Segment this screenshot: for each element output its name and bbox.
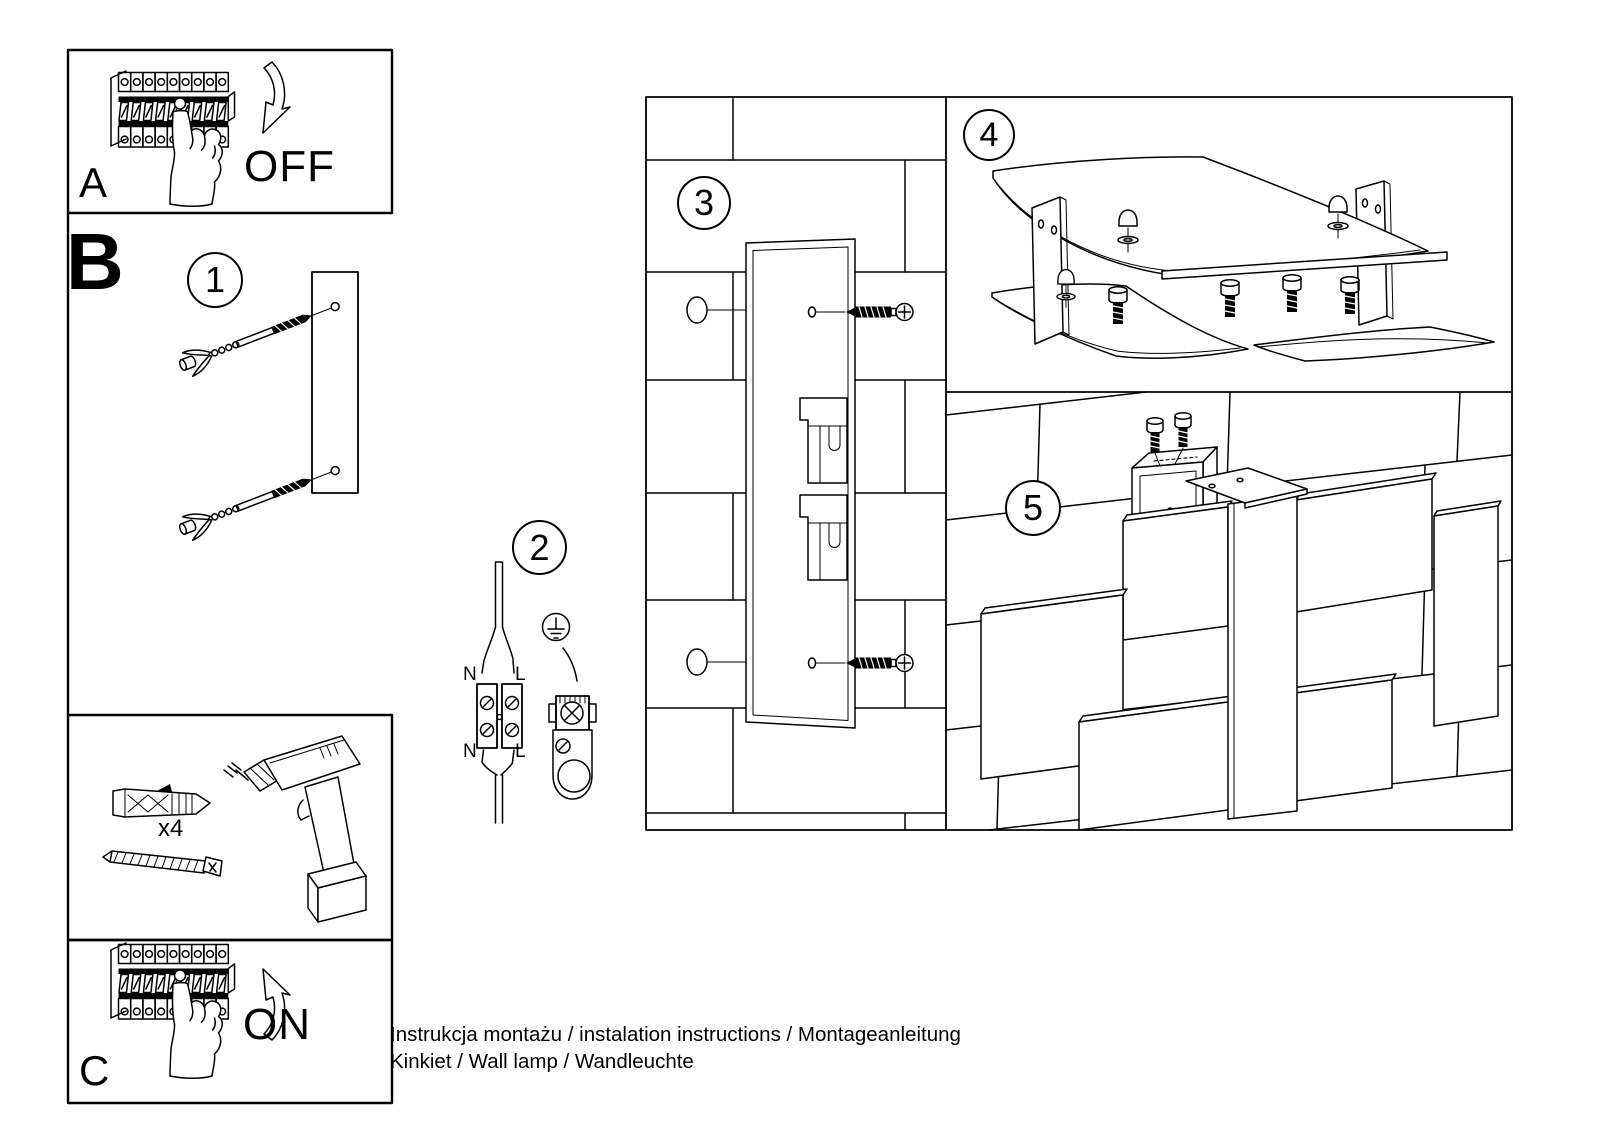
wiring-diagram xyxy=(477,562,596,823)
glass-panel-far-right xyxy=(1434,506,1498,726)
step-3-number: 3 xyxy=(693,182,715,223)
wall-anchor-icon xyxy=(176,294,344,379)
power-cable-icon xyxy=(482,562,514,673)
wall-anchor-icon xyxy=(176,458,344,543)
right-panel xyxy=(646,97,1512,830)
terminal-block-icon xyxy=(477,684,522,748)
glass-panel-upper-left xyxy=(1123,507,1228,640)
footer-line-2: Kinkiet / Wall lamp / Wandleuchte xyxy=(390,1049,694,1073)
glass-panel-upper-right xyxy=(1296,479,1432,612)
step-4-number: 4 xyxy=(979,115,999,154)
wire-label-n-bottom: N xyxy=(463,741,477,762)
panel-a xyxy=(68,50,392,213)
panel-b-label: B xyxy=(66,217,124,306)
center-strip xyxy=(1228,495,1297,819)
step-5-badge xyxy=(1005,480,1061,536)
lamp-exploded-view xyxy=(992,157,1494,361)
off-label: OFF xyxy=(244,142,335,191)
wire-label-l-top: L xyxy=(515,664,526,685)
step-2-badge xyxy=(512,520,567,575)
step-1-number: 1 xyxy=(204,259,226,300)
mounting-bracket-step3 xyxy=(687,239,913,728)
power-cable-icon xyxy=(482,750,514,823)
step-3-badge xyxy=(677,176,731,230)
wire-label-l-bottom: L xyxy=(515,741,526,762)
on-label: ON xyxy=(243,1000,311,1049)
screw-icon xyxy=(103,851,222,876)
panel-c-label: C xyxy=(79,1047,110,1094)
tools-panel xyxy=(68,715,392,940)
panel-c-box xyxy=(68,940,392,1103)
ground-wire xyxy=(563,648,577,681)
ground-clamp-icon xyxy=(549,696,596,799)
footer-line-1: Instrukcja montażu / instalation instructions / Montageanleitung xyxy=(390,1023,961,1046)
panel-a-box xyxy=(68,50,392,213)
wire-label-n-top: N xyxy=(463,664,477,685)
arrow-down-icon xyxy=(263,62,290,133)
wall-plug-icon xyxy=(113,784,210,817)
step-5-number: 5 xyxy=(1022,487,1044,528)
step-2-number: 2 xyxy=(529,526,550,568)
step-1-badge xyxy=(187,252,243,308)
drill-icon xyxy=(224,736,366,922)
step-4-badge xyxy=(963,109,1015,161)
dowel-quantity-label: x4 xyxy=(158,815,184,842)
panel-a-label: A xyxy=(79,159,108,206)
footer-text xyxy=(390,1022,961,1075)
panel-c xyxy=(68,940,392,1103)
ground-symbol-icon xyxy=(543,614,570,641)
